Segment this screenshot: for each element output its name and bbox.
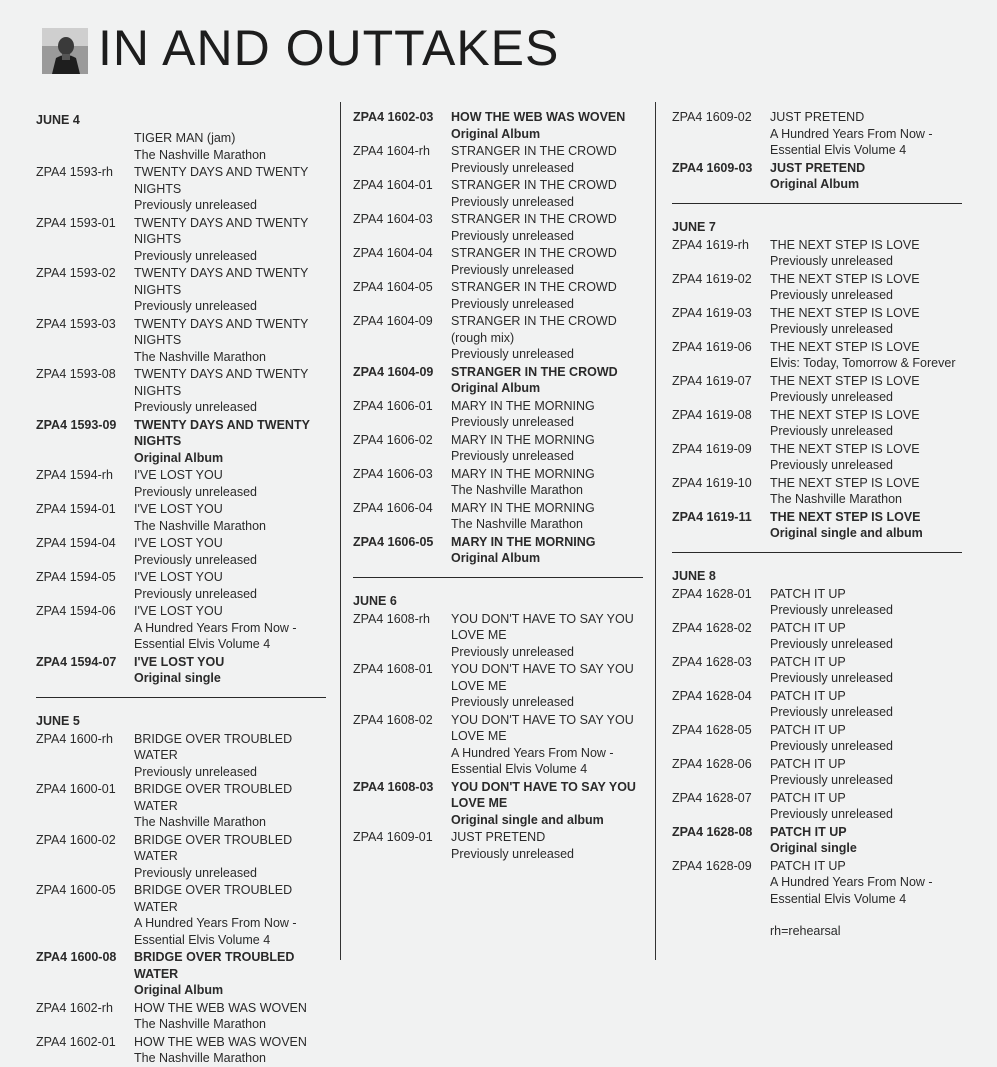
release-source: Previously unreleased: [770, 807, 893, 821]
take-code: ZPA4 1606-04: [353, 500, 433, 515]
take-code: ZPA4 1604-09: [353, 364, 434, 379]
take-code: ZPA4 1602-rh: [36, 1000, 113, 1015]
song-title: I'VE LOST YOU: [134, 536, 223, 550]
take-entry: [672, 509, 962, 542]
song-title: THE NEXT STEP IS LOVE: [770, 407, 920, 422]
take-entry: [353, 364, 643, 397]
song-title: MARY IN THE MORNING: [451, 500, 595, 515]
take-code: [36, 130, 134, 163]
take-entry: [353, 712, 643, 778]
take-code: ZPA4 1600-08: [36, 950, 117, 964]
song-title: STRANGER IN THE CROWD: [451, 144, 617, 158]
take-code: ZPA4 1604-09: [353, 314, 433, 328]
take-code: ZPA4 1604-05: [353, 280, 433, 294]
release-source: Previously unreleased: [451, 296, 574, 311]
song-title: PATCH IT UP: [770, 722, 846, 737]
song-title: YOU DON'T HAVE TO SAY YOU LOVE ME: [451, 611, 634, 642]
song-title: TWENTY DAYS AND TWENTY NIGHTS: [134, 316, 309, 347]
release-source: Previously unreleased: [451, 449, 574, 463]
take-code: ZPA4 1608-02: [353, 712, 433, 727]
release-source: Previously unreleased: [770, 739, 893, 753]
take-code: ZPA4 1609-03: [672, 160, 753, 175]
song-title: JUST PRETEND: [451, 830, 546, 844]
release-source: The Nashville Marathon: [451, 483, 584, 497]
take-code: ZPA4 1604-04: [353, 246, 433, 260]
take-code: ZPA4 1594-rh: [36, 468, 113, 482]
session-date: JUNE 8: [672, 568, 716, 583]
song-title: PATCH IT UP: [770, 654, 846, 669]
column-2: [353, 109, 643, 862]
take-code: ZPA4 1602-01: [36, 1034, 116, 1049]
release-source: Previously unreleased: [770, 390, 893, 404]
take-code: ZPA4 1628-05: [672, 722, 752, 737]
take-entry: [353, 313, 643, 363]
song-title: MARY IN THE MORNING: [451, 534, 596, 549]
take-entry: [353, 109, 643, 142]
take-entry: [672, 441, 962, 474]
release-source: Previously unreleased: [770, 603, 893, 617]
take-entry: [353, 500, 643, 533]
release-source: A Hundred Years From Now - Essential Elvis Volume 4: [770, 875, 933, 906]
take-entry: [353, 661, 643, 711]
take-code: ZPA4 1606-01: [353, 398, 433, 413]
take-entry: [353, 534, 643, 567]
release-source: Previously unreleased: [451, 846, 574, 861]
release-source: Original Album: [451, 126, 541, 141]
session-section: [672, 552, 962, 940]
column-3: [672, 109, 962, 939]
release-source: Previously unreleased: [451, 194, 574, 209]
take-code: ZPA4 1593-rh: [36, 165, 113, 179]
release-source: Previously unreleased: [451, 262, 574, 277]
take-entry: [672, 586, 962, 619]
take-entry: [36, 316, 326, 366]
take-code: ZPA4 1619-08: [672, 407, 752, 422]
release-source: A Hundred Years From Now - Essential Elvis Volume 4: [134, 916, 297, 947]
take-code: ZPA4 1593-08: [36, 367, 116, 381]
take-entry: [36, 501, 326, 534]
song-title: BRIDGE OVER TROUBLED WATER: [134, 731, 293, 762]
session-section: [353, 109, 643, 567]
take-code: ZPA4 1600-01: [36, 782, 116, 796]
release-source: Original Album: [134, 450, 224, 465]
elvis-photo-icon: [42, 28, 88, 74]
song-title: STRANGER IN THE CROWD: [451, 280, 617, 294]
song-title: HOW THE WEB WAS WOVEN: [134, 1000, 307, 1015]
take-code: ZPA4 1608-03: [353, 779, 434, 794]
take-code: ZPA4 1594-05: [36, 570, 116, 584]
take-entry: [672, 790, 962, 823]
release-source: Original single: [134, 671, 221, 685]
take-entry: [672, 688, 962, 721]
song-title: TWENTY DAYS AND TWENTY NIGHTS: [134, 165, 309, 196]
release-source: Previously unreleased: [770, 254, 893, 268]
song-title: I'VE LOST YOU: [134, 502, 223, 516]
take-code: ZPA4 1619-11: [672, 509, 752, 524]
release-source: Previously unreleased: [770, 458, 893, 472]
release-source: The Nashville Marathon: [134, 1051, 267, 1065]
song-title: THE NEXT STEP IS LOVE: [770, 441, 920, 456]
release-source: The Nashville Marathon: [770, 492, 903, 506]
take-code: ZPA4 1608-01: [353, 662, 433, 676]
take-entry: [36, 130, 326, 163]
song-title: BRIDGE OVER TROUBLED WATER: [134, 883, 293, 914]
take-code: ZPA4 1593-09: [36, 417, 117, 432]
release-source: A Hundred Years From Now - Essential Elvis Volume 4: [134, 620, 297, 651]
take-code: ZPA4 1628-03: [672, 654, 752, 669]
song-title: PATCH IT UP: [770, 620, 846, 635]
release-source: Previously unreleased: [134, 299, 257, 313]
release-source: Original Album: [451, 381, 541, 395]
release-source: Elvis: Today, Tomorrow & Forever: [770, 356, 956, 370]
take-entry: [36, 949, 326, 999]
take-entry: [36, 781, 326, 831]
take-entry: [672, 824, 962, 857]
song-title: TWENTY DAYS AND TWENTY NIGHTS: [134, 367, 309, 398]
take-entry: [672, 237, 962, 270]
song-title: MARY IN THE MORNING: [451, 432, 595, 447]
release-source: Original Album: [770, 177, 860, 191]
take-entry: [36, 265, 326, 315]
song-title: YOU DON'T HAVE TO SAY YOU LOVE ME: [451, 779, 636, 810]
release-source: Previously unreleased: [451, 160, 574, 175]
take-code: ZPA4 1628-06: [672, 756, 752, 771]
song-title: TWENTY DAYS AND TWENTY NIGHTS: [134, 417, 310, 448]
release-source: Previously unreleased: [770, 288, 893, 302]
take-code: ZPA4 1619-02: [672, 271, 752, 286]
song-title: YOU DON'T HAVE TO SAY YOU LOVE ME: [451, 712, 634, 743]
take-entry: [353, 432, 643, 465]
song-title: PATCH IT UP: [770, 586, 846, 601]
release-source: Previously unreleased: [134, 764, 257, 779]
page-title: IN AND OUTTAKES: [98, 20, 560, 76]
song-title: PATCH IT UP: [770, 790, 846, 805]
song-title: HOW THE WEB WAS WOVEN: [451, 110, 626, 124]
song-title: MARY IN THE MORNING: [451, 466, 595, 481]
release-source: Previously unreleased: [770, 773, 893, 787]
take-entry: [672, 475, 962, 508]
take-code: ZPA4 1593-02: [36, 266, 116, 280]
take-code: ZPA4 1628-04: [672, 688, 752, 703]
take-entry: [36, 1034, 326, 1067]
release-source: Previously unreleased: [770, 671, 893, 685]
release-source: Original Album: [134, 983, 224, 997]
song-title: JUST PRETEND: [770, 160, 866, 175]
take-code: ZPA4 1628-08: [672, 824, 753, 839]
release-source: Original single: [770, 841, 857, 855]
session-date: JUNE 5: [36, 713, 80, 728]
take-entry: [672, 654, 962, 687]
release-source: Previously unreleased: [134, 484, 257, 499]
take-code: ZPA4 1600-05: [36, 883, 116, 897]
take-code: ZPA4 1594-01: [36, 502, 116, 516]
take-entry: [353, 398, 643, 431]
take-code: ZPA4 1602-03: [353, 110, 434, 124]
song-title: I'VE LOST YOU: [134, 604, 223, 618]
take-code: ZPA4 1600-rh: [36, 731, 113, 746]
release-source: Previously unreleased: [451, 347, 574, 361]
release-source: Previously unreleased: [451, 644, 574, 659]
release-source: Original single and album: [451, 812, 604, 827]
release-source: Previously unreleased: [770, 424, 893, 438]
song-title: STRANGER IN THE CROWD (rough mix): [451, 314, 617, 345]
release-source: Previously unreleased: [134, 552, 257, 567]
take-entry: [36, 467, 326, 500]
take-code: ZPA4 1628-09: [672, 858, 752, 873]
take-code: ZPA4 1619-rh: [672, 237, 749, 252]
take-code: ZPA4 1606-03: [353, 466, 433, 481]
session-date: JUNE 7: [672, 219, 716, 234]
song-title: STRANGER IN THE CROWD: [451, 364, 618, 379]
take-entry: [36, 164, 326, 214]
take-code: ZPA4 1594-07: [36, 654, 117, 669]
take-entry: [36, 832, 326, 882]
song-title: BRIDGE OVER TROUBLED WATER: [134, 782, 293, 813]
song-title: TIGER MAN (jam): [134, 131, 236, 145]
release-source: Previously unreleased: [770, 322, 893, 336]
take-code: ZPA4 1619-03: [672, 305, 752, 320]
release-source: Previously unreleased: [451, 228, 574, 243]
take-code: ZPA4 1619-06: [672, 339, 752, 354]
take-code: ZPA4 1594-04: [36, 536, 116, 550]
session-section: [36, 111, 326, 687]
release-source: Previously unreleased: [134, 865, 257, 880]
take-entry: [36, 731, 326, 781]
take-code: ZPA4 1593-01: [36, 215, 116, 230]
release-source: Previously unreleased: [134, 248, 257, 263]
take-entry: [672, 373, 962, 406]
release-source: Previously unreleased: [770, 637, 893, 651]
take-code: ZPA4 1619-09: [672, 441, 752, 456]
take-entry: [36, 654, 326, 687]
take-entry: [672, 722, 962, 755]
release-source: The Nashville Marathon: [134, 147, 267, 162]
take-entry: [353, 177, 643, 210]
song-title: I'VE LOST YOU: [134, 468, 223, 482]
song-title: THE NEXT STEP IS LOVE: [770, 475, 920, 490]
take-code: ZPA4 1606-02: [353, 432, 433, 447]
take-code: ZPA4 1593-03: [36, 316, 116, 331]
take-code: ZPA4 1600-02: [36, 832, 116, 847]
take-code: ZPA4 1609-02: [672, 110, 752, 124]
take-entry: [36, 535, 326, 568]
take-entry: [353, 279, 643, 312]
song-title: BRIDGE OVER TROUBLED WATER: [134, 950, 295, 981]
song-title: PATCH IT UP: [770, 824, 847, 839]
take-entry: [672, 160, 962, 193]
session-date: JUNE 4: [36, 113, 80, 127]
take-code: ZPA4 1594-06: [36, 604, 116, 618]
footnote: rh=rehearsal: [770, 924, 841, 938]
song-title: MARY IN THE MORNING: [451, 398, 595, 413]
session-section: [36, 697, 326, 1067]
take-entry: [36, 1000, 326, 1033]
take-entry: [353, 211, 643, 244]
song-title: I'VE LOST YOU: [134, 654, 225, 669]
take-code: ZPA4 1604-03: [353, 212, 433, 226]
take-entry: [353, 829, 643, 862]
take-code: ZPA4 1619-07: [672, 373, 752, 388]
release-source: The Nashville Marathon: [134, 349, 267, 364]
release-source: Previously unreleased: [770, 705, 893, 719]
release-source: The Nashville Marathon: [134, 518, 267, 533]
take-code: ZPA4 1628-02: [672, 620, 752, 635]
column-divider: [340, 102, 341, 960]
song-title: THE NEXT STEP IS LOVE: [770, 509, 921, 524]
take-code: ZPA4 1628-07: [672, 790, 752, 805]
song-title: YOU DON'T HAVE TO SAY YOU LOVE ME: [451, 662, 634, 693]
take-entry: [672, 858, 962, 908]
take-entry: [36, 366, 326, 416]
release-source: A Hundred Years From Now - Essential Elvis Volume 4: [770, 126, 933, 157]
release-source: Original single and album: [770, 526, 923, 540]
take-entry: [36, 603, 326, 653]
take-code: ZPA4 1608-rh: [353, 611, 430, 626]
take-entry: [672, 407, 962, 440]
take-code: ZPA4 1604-rh: [353, 144, 430, 158]
column-1: [36, 109, 326, 1067]
song-title: THE NEXT STEP IS LOVE: [770, 305, 920, 320]
take-code: ZPA4 1609-01: [353, 830, 433, 844]
release-source: Previously unreleased: [451, 695, 574, 709]
take-entry: [353, 611, 643, 661]
take-entry: [36, 882, 326, 948]
song-title: I'VE LOST YOU: [134, 570, 223, 584]
take-entry: [36, 569, 326, 602]
song-title: STRANGER IN THE CROWD: [451, 246, 617, 260]
take-entry: [36, 215, 326, 265]
release-source: The Nashville Marathon: [451, 517, 584, 531]
take-code: ZPA4 1604-01: [353, 178, 433, 192]
session-section: [672, 109, 962, 193]
release-source: Previously unreleased: [134, 400, 257, 414]
song-title: THE NEXT STEP IS LOVE: [770, 339, 920, 354]
take-entry: [353, 779, 643, 829]
take-entry: [36, 417, 326, 467]
song-title: STRANGER IN THE CROWD: [451, 212, 617, 226]
song-title: THE NEXT STEP IS LOVE: [770, 237, 920, 252]
release-source: Original Album: [451, 551, 541, 565]
song-title: BRIDGE OVER TROUBLED WATER: [134, 832, 293, 863]
song-title: TWENTY DAYS AND TWENTY NIGHTS: [134, 266, 309, 297]
release-source: Previously unreleased: [134, 586, 257, 601]
page-header: [42, 20, 602, 76]
song-title: TWENTY DAYS AND TWENTY NIGHTS: [134, 215, 309, 246]
take-entry: [672, 271, 962, 304]
session-date: JUNE 6: [353, 593, 397, 608]
release-source: Previously unreleased: [451, 415, 574, 429]
song-title: HOW THE WEB WAS WOVEN: [134, 1034, 307, 1049]
take-entry: [353, 143, 643, 176]
release-source: The Nashville Marathon: [134, 1017, 267, 1031]
take-entry: [672, 620, 962, 653]
take-entry: [672, 756, 962, 789]
take-code: ZPA4 1628-01: [672, 586, 752, 601]
session-section: [353, 577, 643, 863]
take-code: ZPA4 1619-10: [672, 475, 752, 490]
take-entry: [672, 339, 962, 372]
take-entry: [353, 466, 643, 499]
take-entry: [672, 109, 962, 159]
release-source: The Nashville Marathon: [134, 815, 267, 829]
song-title: PATCH IT UP: [770, 688, 846, 703]
song-title: STRANGER IN THE CROWD: [451, 178, 617, 192]
release-source: Previously unreleased: [134, 198, 257, 212]
song-title: JUST PRETEND: [770, 110, 865, 124]
take-entry: [353, 245, 643, 278]
song-title: PATCH IT UP: [770, 756, 846, 771]
session-section: [672, 203, 962, 542]
song-title: PATCH IT UP: [770, 858, 846, 873]
release-source: A Hundred Years From Now - Essential Elvis Volume 4: [451, 745, 614, 776]
column-divider: [655, 102, 656, 960]
take-code: ZPA4 1606-05: [353, 534, 434, 549]
song-title: THE NEXT STEP IS LOVE: [770, 373, 920, 388]
song-title: THE NEXT STEP IS LOVE: [770, 271, 920, 286]
take-entry: [672, 305, 962, 338]
